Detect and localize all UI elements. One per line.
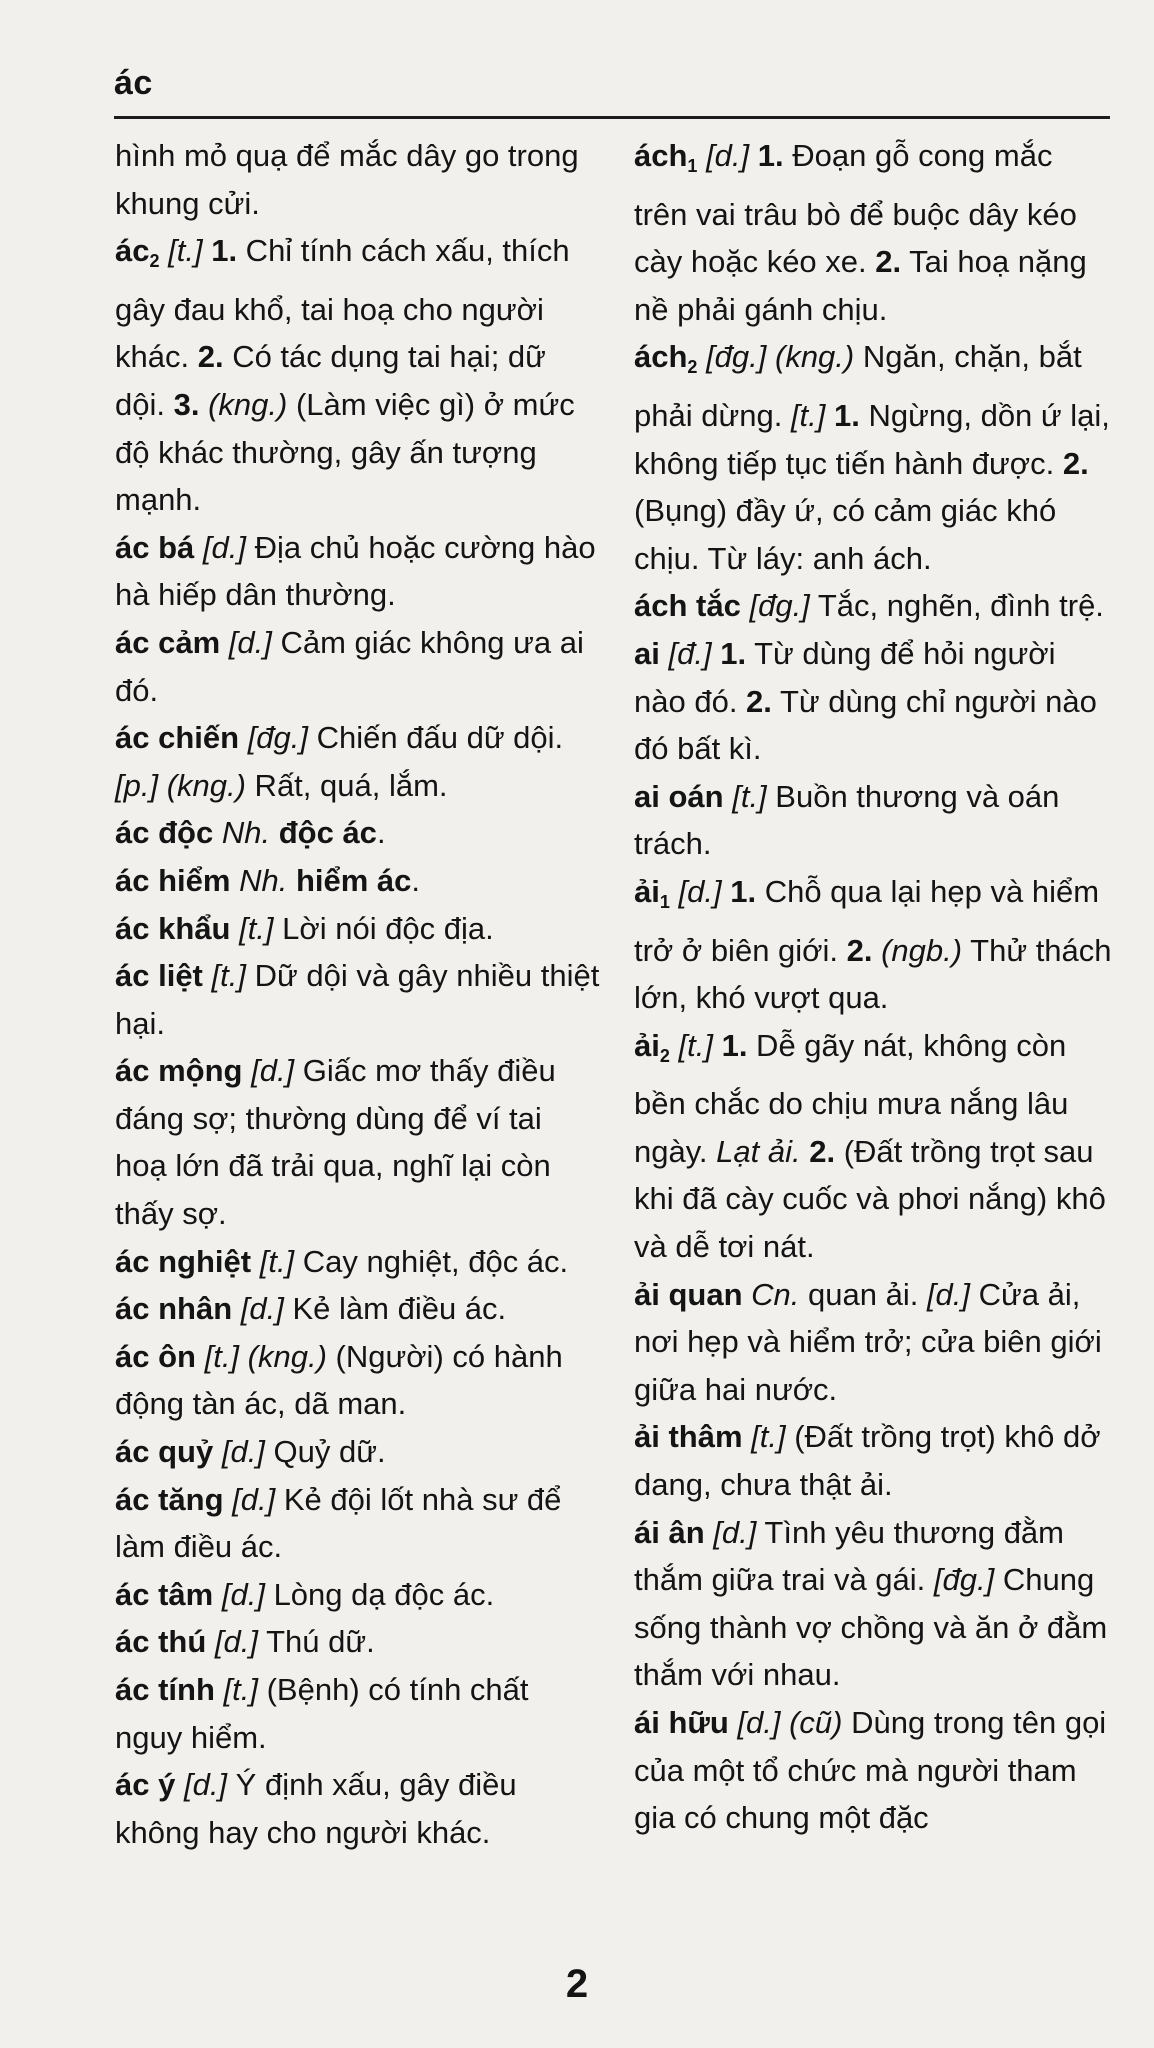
- headword: ai oán: [634, 778, 724, 814]
- headword: ác chiến: [115, 720, 240, 756]
- definition-text: hình mỏ quạ để mắc dây go trong khung cửi.: [115, 138, 579, 221]
- dictionary-entry: [115, 227, 601, 524]
- grammar-label: [t.]: [751, 1419, 786, 1455]
- grammar-label: (ngb.): [881, 932, 963, 968]
- definition-text: [199, 387, 208, 422]
- grammar-label: [đg.]: [749, 588, 810, 624]
- grammar-label: [t.]: [168, 233, 203, 269]
- definition-text: (Người) có hành động tàn ác, dã man.: [115, 1338, 563, 1422]
- sense-number: 2.: [1062, 445, 1089, 481]
- homonym-index: 2: [149, 251, 160, 272]
- definition-text: Có tác dụng tai hại; dữ dội.: [115, 339, 546, 422]
- definition-text: Từ dùng chỉ người nào đó bất kì.: [634, 683, 1097, 767]
- definition-text: [239, 720, 248, 755]
- definition-text: [203, 233, 212, 268]
- definition-text: Địa chủ hoặc cường hào hà hiếp dân thường.: [115, 529, 596, 613]
- dictionary-entry: [115, 905, 601, 953]
- definition-text: Đoạn gỗ cong mắc trên vai trâu bò để buộc dây kéo cày hoặc kéo xe.: [634, 138, 1077, 280]
- definition-text: [670, 874, 679, 909]
- definition-text: .: [376, 815, 386, 851]
- headword: ác bá: [115, 529, 195, 565]
- headword: ách tắc: [634, 588, 741, 624]
- dictionary-entry: [634, 868, 1114, 1022]
- headword: ác nghiệt: [115, 1243, 252, 1279]
- left-column: [115, 132, 601, 1856]
- definition-text: [160, 233, 169, 268]
- headword: ác tăng: [115, 1481, 224, 1517]
- definition-text: Ngừng, dồn ứ lại, không tiếp tục tiến hành được.: [634, 397, 1110, 481]
- definition-text: quan ải.: [799, 1276, 927, 1312]
- grammar-label: [d.]: [713, 1514, 757, 1550]
- grammar-label: Nh.: [221, 815, 271, 851]
- page-header: [114, 60, 1110, 119]
- definition-text: [203, 958, 212, 993]
- definition-text: Chỉ tính cách xấu, thích gây đau khổ, tai hoạ cho người khác.: [115, 233, 570, 375]
- definition-text: Thú dữ.: [258, 1624, 375, 1660]
- headword: ác quỷ: [115, 1434, 214, 1470]
- definition-text: Cửa ải, nơi hẹp và hiểm trở; cửa biên giới giữa hai nước.: [634, 1276, 1102, 1407]
- grammar-label: [đ.]: [668, 635, 712, 671]
- headword: ái hữu: [634, 1705, 729, 1740]
- grammar-label: [d.]: [202, 529, 246, 565]
- dictionary-entry: [634, 773, 1114, 868]
- headword: hiểm ác: [295, 862, 412, 898]
- headword: ai: [634, 635, 660, 671]
- definition-text: (Bệnh) có tính chất nguy hiểm.: [115, 1672, 529, 1755]
- sense-number: 2.: [875, 244, 902, 280]
- definition-text: [196, 1339, 205, 1374]
- definition-text: Giấc mơ thấy điều đáng sợ; thường dùng để ví tai hoạ lớn đã trải qua, nghĩ lại còn thấy sợ.: [115, 1053, 556, 1232]
- grammar-label: [d.]: [706, 138, 750, 173]
- definition-text: [670, 1028, 679, 1063]
- definition-text: (Bụng) đầy ứ, có cảm giác khó chịu. Từ láy: anh ách.: [634, 493, 1057, 576]
- definition-text: [232, 1291, 241, 1326]
- definition-text: [705, 1515, 714, 1550]
- grammar-label: [đg.]: [933, 1562, 995, 1598]
- dictionary-entry: [115, 1761, 601, 1856]
- grammar-label: (kng.): [208, 386, 288, 422]
- definition-text: [220, 625, 229, 660]
- definition-text: Tình yêu thương đằm thắm giữa trai và gái.: [634, 1514, 1064, 1598]
- dictionary-entry: [634, 1509, 1114, 1699]
- sense-number: 1.: [757, 138, 784, 173]
- homonym-index: 1: [659, 891, 670, 912]
- definition-text: [722, 874, 731, 909]
- homonym-index: 1: [687, 156, 698, 176]
- sense-number: 1.: [721, 1027, 748, 1063]
- definition-text: (Đất trồng trọt sau khi đã cày cuốc và phơi nắng) khô và dễ tơi nát.: [634, 1133, 1106, 1265]
- definition-text: [697, 339, 706, 374]
- definition-text: [743, 1277, 752, 1312]
- grammar-label: [d.]: [232, 1481, 276, 1517]
- dictionary-entry: [115, 952, 601, 1047]
- headword: ải: [634, 1027, 660, 1063]
- definition-text: [213, 815, 222, 850]
- grammar-label: [t.]: [732, 778, 767, 814]
- sense-number: 3.: [173, 386, 200, 422]
- sense-number: 2.: [197, 339, 224, 375]
- sense-number: 2.: [746, 683, 772, 719]
- sense-number: 2.: [809, 1133, 836, 1169]
- definition-text: Lòng dạ độc ác.: [264, 1576, 495, 1612]
- grammar-label: [t.]: [790, 397, 826, 433]
- homonym-index: 2: [659, 1045, 670, 1066]
- definition-text: Chung sống thành vợ chồng và ăn ở đằm thắm với nhau.: [634, 1562, 1108, 1693]
- definition-text: [206, 1624, 215, 1659]
- grammar-label: [d.]: [228, 624, 272, 660]
- headword: ải: [634, 873, 660, 909]
- grammar-label: [t.]: [678, 1027, 713, 1063]
- dictionary-entry: [634, 1022, 1114, 1271]
- grammar-label: [t.]: [259, 1243, 295, 1279]
- definition-text: Ý định xấu, gây điều không hay cho người khác.: [115, 1767, 517, 1850]
- definition-text: Cay nghiệt, độc ác.: [294, 1243, 569, 1279]
- definition-text: [251, 1244, 260, 1279]
- definition-text: Lời nói độc địa.: [273, 910, 494, 946]
- headword: ải thâm: [634, 1419, 743, 1455]
- grammar-label: Lạt ải.: [716, 1133, 801, 1169]
- definition-text: [224, 1482, 233, 1517]
- definition-text: Từ dùng để hỏi người nào đó.: [634, 635, 1056, 719]
- dictionary-entry: [115, 857, 601, 905]
- definition-text: Ngăn, chặn, bắt phải dừng.: [634, 339, 1082, 433]
- dictionary-entry: [634, 582, 1114, 630]
- dictionary-entry: [115, 1238, 601, 1286]
- headword: ác ôn: [115, 1338, 196, 1374]
- sense-number: 1.: [730, 873, 757, 909]
- dictionary-entry: [634, 630, 1114, 773]
- definition-text: (Làm việc gì) ở mức độ khác thường, gây ấn tượng mạnh.: [115, 386, 575, 518]
- headword: ác hiểm: [115, 862, 231, 898]
- sense-number: 1.: [834, 397, 860, 433]
- headword: ác mộng: [115, 1053, 243, 1089]
- grammar-label: Cn.: [751, 1276, 800, 1312]
- definition-text: [230, 911, 239, 946]
- definition-text: Cảm giác không ưa ai đó.: [115, 624, 584, 708]
- definition-text: [825, 398, 834, 433]
- dictionary-entry: [115, 1428, 601, 1476]
- definition-text: Chỗ qua lại hẹp và hiểm trở ở biên giới.: [634, 873, 1100, 968]
- definition-text: Chiến đấu dữ dội.: [308, 720, 564, 756]
- definition-text: [697, 138, 706, 173]
- dictionary-entry: [115, 524, 601, 619]
- grammar-label: [p.] (kng.): [115, 767, 246, 803]
- definition-text: [230, 863, 239, 898]
- grammar-label: [đg.] (kng.): [706, 339, 855, 375]
- definition-text: Kẻ đội lốt nhà sư để làm điều ác.: [115, 1481, 562, 1565]
- headword: ác liệt: [115, 958, 203, 994]
- definition-text: [242, 1053, 251, 1088]
- grammar-label: [d.]: [183, 1767, 228, 1803]
- guide-word: ác: [114, 64, 153, 102]
- definition-text: [743, 1419, 752, 1454]
- headword: ác: [115, 233, 150, 269]
- definition-text: Tắc, nghẽn, đình trệ.: [809, 588, 1104, 624]
- dictionary-entry: [115, 1047, 601, 1237]
- headword: ác cảm: [115, 624, 221, 660]
- headword: ải quan: [634, 1276, 743, 1312]
- definition-text: Quỷ dữ.: [264, 1434, 386, 1470]
- definition-text: Rất, quá, lắm.: [245, 767, 448, 803]
- sense-number: 1.: [211, 233, 238, 269]
- grammar-label: [d.]: [926, 1276, 971, 1312]
- headword: ác tâm: [115, 1576, 214, 1612]
- definition-text: Tai hoạ nặng nề phải gánh chịu.: [634, 244, 1087, 327]
- definition-text: [213, 1577, 222, 1612]
- definition-text: Dễ gãy nát, không còn bền chắc do chịu mưa nắng lâu ngày.: [634, 1027, 1069, 1169]
- definition-text: Dùng trong tên gọi của một tổ chức mà người tham gia có chung một đặc: [634, 1705, 1107, 1836]
- dictionary-entry: [634, 1413, 1114, 1508]
- dictionary-entry: [115, 132, 601, 227]
- headword: ác ý: [115, 1767, 176, 1803]
- right-column: [634, 132, 1114, 1842]
- grammar-label: [d.]: [240, 1291, 284, 1327]
- sense-number: 1.: [720, 635, 747, 671]
- definition-text: [801, 1134, 810, 1169]
- headword: ái ân: [634, 1514, 705, 1550]
- grammar-label: [d.]: [678, 873, 722, 909]
- dictionary-entry: [634, 333, 1114, 582]
- dictionary-entry: [634, 132, 1114, 333]
- dictionary-entry: [115, 1333, 601, 1428]
- definition-text: [713, 1028, 722, 1063]
- headword: ác thú: [115, 1624, 207, 1660]
- grammar-label: [d.]: [214, 1624, 259, 1660]
- definition-text: (Đất trồng trọt) khô dở dang, chưa thật ải.: [634, 1419, 1101, 1503]
- dictionary-entry: [115, 1571, 601, 1619]
- grammar-label: Nh.: [239, 862, 288, 898]
- definition-text: [287, 863, 296, 898]
- definition-text: Thử thách lớn, khó vượt qua.: [634, 932, 1112, 1016]
- sense-number: 2.: [846, 932, 873, 968]
- grammar-label: [t.]: [211, 958, 246, 994]
- definition-text: [175, 1767, 184, 1802]
- grammar-label: [d.]: [251, 1053, 295, 1089]
- definition-text: [872, 933, 881, 968]
- grammar-label: [d.]: [221, 1576, 265, 1612]
- dictionary-entry: [634, 1271, 1114, 1414]
- definition-text: [712, 636, 721, 671]
- headword: ách: [634, 138, 688, 173]
- definition-text: Kẻ làm điều ác.: [283, 1291, 507, 1327]
- definition-text: [213, 1434, 222, 1469]
- headword: ách: [634, 339, 688, 375]
- dictionary-entry: [115, 1666, 601, 1761]
- definition-text: [749, 138, 758, 173]
- headword: độc ác: [278, 815, 377, 851]
- grammar-label: [d.]: [221, 1434, 265, 1470]
- headword: ác tính: [115, 1672, 215, 1707]
- dictionary-entry: [634, 1699, 1114, 1842]
- dictionary-entry: [115, 1476, 601, 1571]
- page-number: 2: [565, 1962, 589, 2006]
- grammar-label: [d.] (cũ): [737, 1705, 843, 1740]
- dictionary-entry: [115, 619, 601, 714]
- headword: ác nhân: [115, 1291, 233, 1327]
- headword: ác độc: [115, 815, 214, 851]
- definition-text: [194, 530, 203, 565]
- grammar-label: [t.]: [239, 910, 274, 946]
- grammar-label: [đg.]: [247, 720, 309, 756]
- definition-text: [724, 779, 733, 814]
- headword: ác khẩu: [115, 910, 231, 946]
- dictionary-entry: [115, 1285, 601, 1333]
- definition-text: [215, 1672, 224, 1707]
- dictionary-entry: [115, 1618, 601, 1666]
- dictionary-entry: [115, 809, 601, 857]
- definition-text: [270, 815, 279, 850]
- definition-text: Buồn thương và oán trách.: [634, 778, 1060, 862]
- homonym-index: 2: [687, 357, 698, 378]
- definition-text: Dữ dội và gây nhiều thiệt hại.: [115, 958, 600, 1041]
- dictionary-entry: [115, 714, 601, 809]
- grammar-label: [t.]: [223, 1672, 258, 1707]
- definition-text: .: [411, 862, 421, 898]
- grammar-label: [t.] (kng.): [204, 1338, 327, 1374]
